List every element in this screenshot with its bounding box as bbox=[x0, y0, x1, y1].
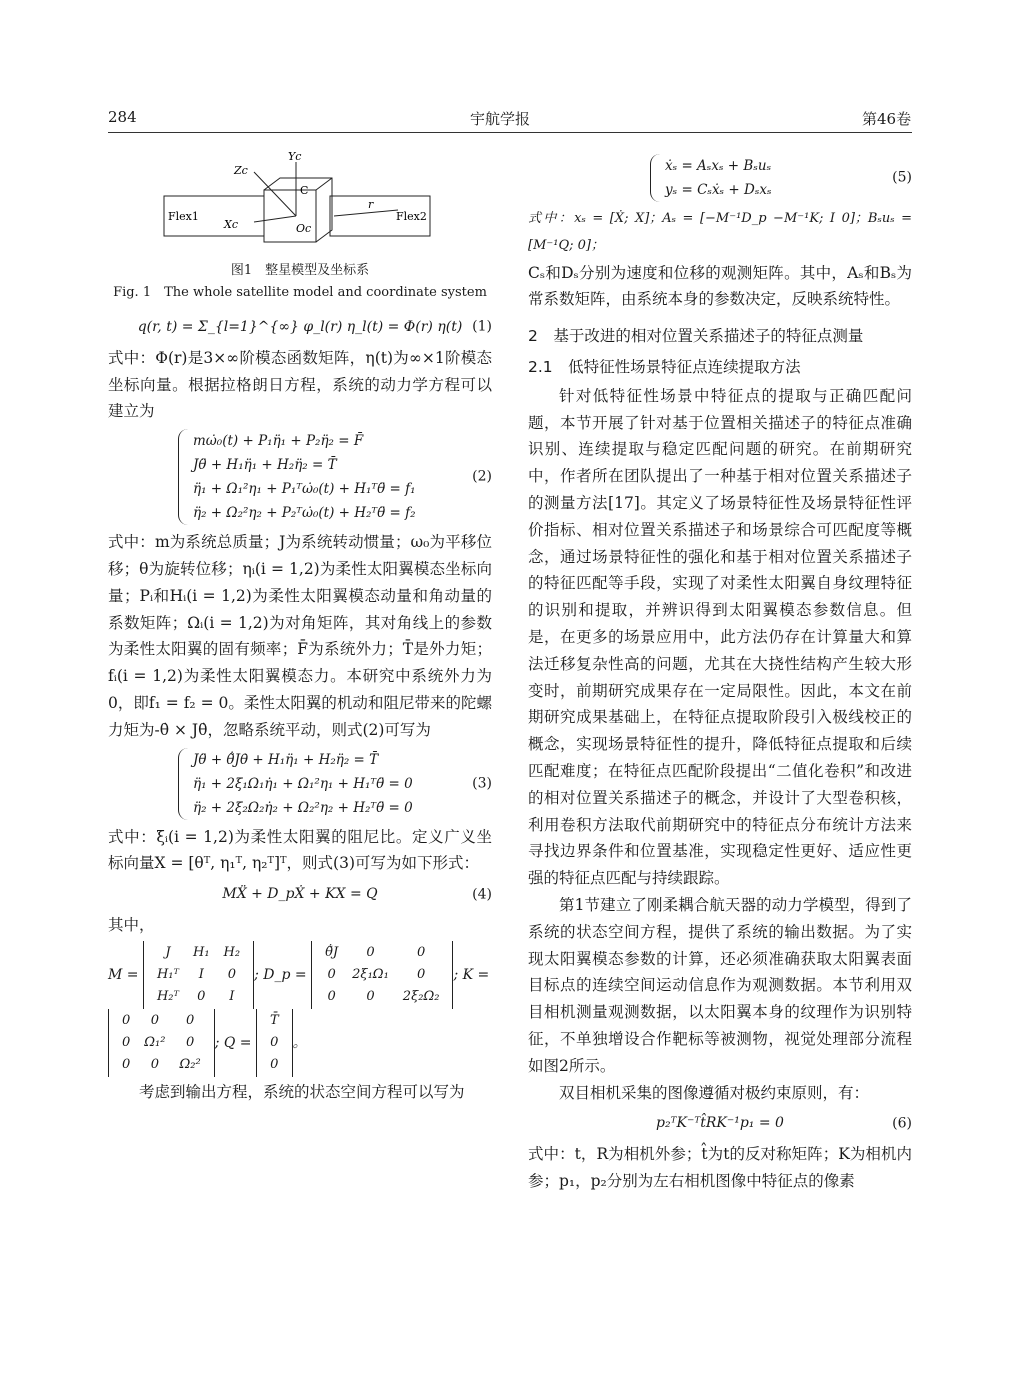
satellite-model-diagram bbox=[150, 150, 450, 260]
paragraph-eq1-explanation: 式中：Φ(r)是3×∞阶模态函数矩阵，η(t)为∞×1阶模态坐标向量。根据拉格朗日方程，系统的动力学方程可以建立为 bbox=[108, 348, 492, 421]
paragraph-eq6-explanation: 式中：t，R为相机外参；t̂为t的反对称矩阵；K为相机内参；p₁，p₂分别为左右相机图像中特征点的像素 bbox=[528, 1145, 912, 1190]
equation-4: MẌ + D_pẊ + KX = Q (4) bbox=[222, 886, 492, 903]
paragraph-eq3-explanation: 式中：ξᵢ(i = 1,2)为柔性太阳翼的阻尼比。定义广义坐标向量X = [θᵀ, η₁ᵀ, η₂ᵀ]ᵀ，则式(3)可写为如下形式： bbox=[108, 827, 492, 873]
paragraph-method-overview: 针对低特征性场景中特征点的提取与正确匹配问题，本节开展了针对基于位置相关描述子的特征点准确识别、连续提取与稳定匹配问题的研究。在前期研究中，作者所在团队提出了一种基于相对位置关系描述子的测量方法[17]。其定义了场景特征性及场景特征性评价指标、相对位置关系描述子和场景综合可匹配度等概念，通过场景特征性的强化和基于相对位置关系描述子的特征匹配等手段，实现了对柔性太阳翼自身纹理特征的识别和提取，并辨识得到太阳翼模态参数信息。但是，在更多的场景应用中，此方法仍存在计算量大和算法迁移复杂性高的问题，尤其在大挠性结构产生较大形变时，前期研究成果存在一定局限性。因此，本文在前期研究成果基础上，在特征点提取阶段引入极线校正的概念，实现场景特征性的提升，降低特征点提取和后续匹配难度；在特征点匹配阶段提出“二值化卷积”和改进的相对位置关系描述子的概念，并设计了大型卷积核，利用卷积方法取代前期研究中的特征点分布统计方法来寻找边界条件和位置基准，实现稳定性更好、适应性更强的特征点匹配与持续跟踪。 bbox=[528, 386, 912, 888]
flex1-label: Flex1 bbox=[168, 210, 199, 223]
paragraph-matrices-intro: 其中， bbox=[108, 915, 155, 934]
journal-name: 宇航学报 bbox=[470, 110, 531, 128]
equation-1: q(r, t) = Σ_{l=1}^{∞} φ_l(r) η_l(t) = Φ(r) η(t) (1) bbox=[137, 318, 492, 335]
volume-label: 第46卷 bbox=[862, 110, 912, 128]
header-rule bbox=[108, 132, 912, 133]
equation-5: ẋₛ = Aₛxₛ + Bₛuₛ yₛ = Cₛẋₛ + Dₛxₛ (5) bbox=[528, 154, 912, 202]
paragraph-state-space-intro: 考虑到输出方程，系统的状态空间方程可以写为 bbox=[139, 1082, 465, 1101]
matrix-m: J H₁ H₂ H₁ᵀ I 0 H₂ᵀ 0 I bbox=[143, 941, 254, 1009]
equation-6: p₂ᵀK⁻ᵀt̂RK⁻¹p₁ = 0 (6) bbox=[656, 1115, 912, 1132]
matrix-definitions: M = J H₁ H₂ H₁ᵀ I 0 H₂ᵀ 0 I; D_p = θ̃̇J 0 0 0 2ξ₁Ω₁ 0 0 0 2ξ₂Ω₂; K = 0 0 0 0 Ω₁² 0 0 0 Ω₂²; Q = T̄ 0 0。 bbox=[108, 941, 492, 1077]
matrix-q: T̄ 0 0 bbox=[256, 1009, 293, 1077]
zc-label: Zc bbox=[234, 164, 248, 177]
figure-1-caption-en: Fig. 1 The whole satellite model and coordinate system bbox=[113, 285, 487, 300]
page-number: 284 bbox=[108, 108, 137, 126]
r-label: r bbox=[368, 198, 374, 211]
matrix-k: 0 0 0 0 Ω₁² 0 0 0 Ω₂² bbox=[108, 1009, 215, 1077]
yc-label: Yc bbox=[288, 150, 302, 163]
state-space-definitions: 式中：xₛ = [Ẋ; X]；Aₛ = [−M⁻¹D_p −M⁻¹K; I 0]；Bₛuₛ = [M⁻¹Q; 0]； bbox=[528, 211, 912, 253]
oc-label: Oc bbox=[296, 222, 312, 235]
figure-1-caption-cn: 图1 整星模型及坐标系 bbox=[230, 263, 370, 278]
paragraph-observation-matrices: Cₛ和Dₛ分别为速度和位移的观测矩阵。其中，Aₛ和Bₛ为常系数矩阵，由系统本身的参数决定，反映系统特性。 bbox=[528, 263, 912, 309]
c-label: C bbox=[300, 184, 309, 197]
section-2-heading: 2 基于改进的相对位置关系描述子的特征点测量 bbox=[528, 327, 864, 346]
paragraph-eq2-explanation: 式中：m为系统总质量；J为系统转动惯量；ω₀为平移位移；θ为旋转位移；ηᵢ(i = 1,2)为柔性太阳翼模态坐标向量；Pᵢ和Hᵢ(i = 1,2)为柔性太阳翼模态动量和角动量的系数矩阵；Ωᵢ(i = 1,2)为对角矩阵，其对角线上的参数为柔性太阳翼的固有频率；F̄为系统外力；T̄是外力矩；fᵢ(i = 1,2)为柔性太阳翼模态力。本研究中系统外力为0，即f₁ = f₂ = 0。柔性太阳翼的机动和阻尼带来的陀螺力矩为-θ̇ × Jθ̇，忽略系统平动，则式(2)可写为 bbox=[108, 533, 492, 739]
flex2-label: Flex2 bbox=[396, 210, 427, 223]
xc-label: Xc bbox=[224, 218, 238, 231]
equation-3: Jθ̈ + θ̃̇Jθ̇ + H₁η̈₁ + H₂η̈₂ = T̄ η̈₁ + 2ξ₁Ω₁η̇₁ + Ω₁²η₁ + H₁ᵀθ̈ = 0 η̈₂ + 2ξ₂Ω₂η̇₂ + Ω₂²η₂ + H₂ᵀθ̈ = 0 (3) bbox=[108, 748, 492, 820]
figure-1 bbox=[150, 150, 450, 260]
equation-2: mω̇₀(t) + P₁η̈₁ + P₂η̈₂ = F̄ Jθ̈ + H₁η̈₁ + H₂η̈₂ = T̄ η̈₁ + Ω₁²η₁ + P₁ᵀω̇₀(t) + H₁ᵀθ̈ = f₁ η̈₂ + Ω₂²η₂ + P₂ᵀω̇₀(t) + H₂ᵀθ̈ = f₂ (2) bbox=[108, 429, 492, 525]
right-column bbox=[528, 150, 912, 1195]
paragraph-epipolar-intro: 双目相机采集的图像遵循对极约束原则，有： bbox=[559, 1083, 870, 1102]
matrix-dp: θ̃̇J 0 0 0 2ξ₁Ω₁ 0 0 0 2ξ₂Ω₂ bbox=[311, 941, 453, 1009]
paragraph-observation-data: 第1节建立了刚柔耦合航天器的动力学模型，得到了系统的状态空间方程，提供了系统的输出数据。为了实现太阳翼模态参数的计算，还必须准确获取太阳翼表面目标点的连续空间运动信息作为观测数据。本节利用双目相机测量观测数据，以太阳翼本身的纹理作为识别特征，不单独增设合作靶标等被测物，视觉处理部分流程如图2所示。 bbox=[528, 895, 912, 1075]
left-column bbox=[108, 150, 492, 1106]
section-2-1-heading: 2.1 低特征性场景特征点连续提取方法 bbox=[528, 357, 801, 376]
